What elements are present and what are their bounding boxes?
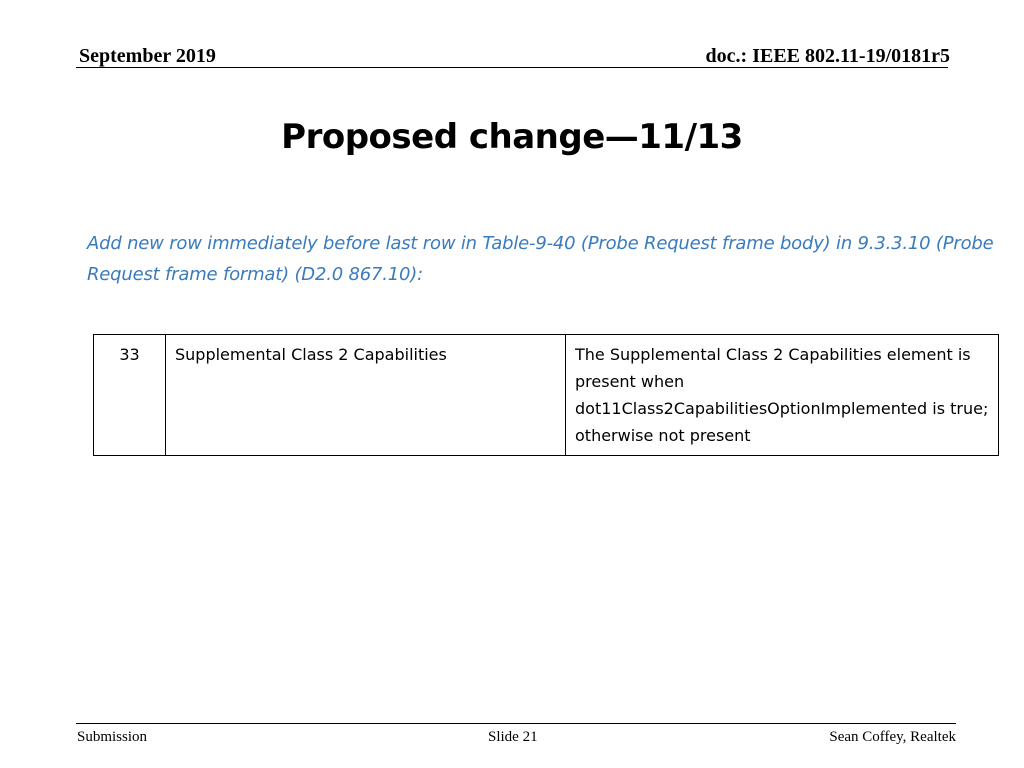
instruction-text: Add new row immediately before last row in Table-9-40 (Probe Request frame body) in 9.3.3.10 (Probe Request frame format) (D2.0 867.10): xyxy=(87,233,994,285)
table-cell-notes: The Supplemental Class 2 Capabilities element is present when dot11Class2CapabilitiesOptionImplemented is true; otherwise not present xyxy=(566,335,999,456)
footer-slide-number: Slide 21 xyxy=(488,729,538,745)
footer-author: Sean Coffey, Realtek xyxy=(829,729,956,745)
footer-submission: Submission xyxy=(77,729,148,745)
header-rule xyxy=(76,67,948,68)
header-date: September 2019 xyxy=(79,45,216,67)
slide-title: Proposed change—11/13 xyxy=(281,117,743,157)
table-row xyxy=(94,335,999,456)
table-cell-order: 33 xyxy=(94,335,166,456)
footer-rule xyxy=(76,723,956,724)
proposed-row-table xyxy=(93,334,999,456)
table-cell-information: Supplemental Class 2 Capabilities xyxy=(166,335,566,456)
header-doc-id: doc.: IEEE 802.11-19/0181r5 xyxy=(705,45,950,67)
